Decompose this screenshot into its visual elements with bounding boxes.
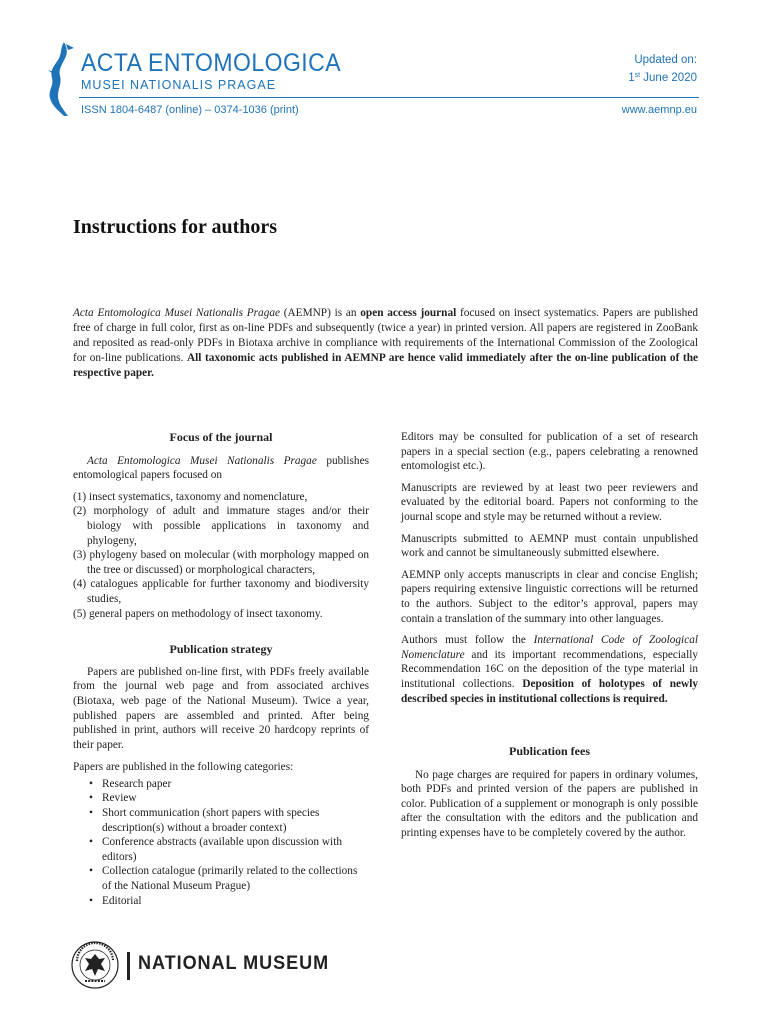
footer-divider bbox=[127, 952, 130, 980]
journal-subtitle: MUSEI NATIONALIS PRAGAE bbox=[81, 78, 277, 92]
focus-journal-name: Acta Entomologica Musei Nationalis Pragae bbox=[87, 454, 317, 467]
focus-intro bbox=[73, 454, 369, 483]
updated-label: Updated on: bbox=[634, 54, 697, 66]
focus-item: (4) catalogues applicable for further taxonomy and biodiversity studies, bbox=[73, 578, 369, 605]
intro-text-1: (AEMNP) is an bbox=[280, 307, 361, 319]
focus-item: (2) morphology of adult and immature stages and/or their biology with possible applications in taxonomy and phylogeny, bbox=[73, 505, 369, 547]
category-item: • Short communication (short papers with species description(s) without a broader context) bbox=[89, 806, 369, 835]
updated-date bbox=[628, 53, 697, 86]
categories-list bbox=[73, 777, 369, 908]
updated-month: June 2020 bbox=[640, 72, 697, 84]
intro-paragraph bbox=[73, 306, 698, 381]
categories-intro: Papers are published in the following categories: bbox=[73, 761, 294, 774]
code-text-mid: and its important recommendations, especially Recommendation 16C on the deposition of the type material in institutional collections. bbox=[401, 648, 698, 690]
review-paragraph: Manuscripts are reviewed by at least two peer reviewers and evaluated by the editorial board. Papers not conforming to the journal scope and style may be returned without a review. bbox=[401, 481, 698, 523]
focus-item: (1) insect systematics, taxonomy and nomenclature, bbox=[73, 490, 308, 503]
category-item: • Editorial bbox=[89, 894, 369, 909]
category-item: • Research paper bbox=[89, 777, 369, 792]
focus-intro-text: publishes entomological papers focused on bbox=[73, 454, 369, 482]
strategy-paragraph: Papers are published on-line first, with PDFs freely available from the journal web page and from associated archives (Biotaxa, web page of the National Museum). Twice a year, published papers are assembled and printed. After being published in print, authors will receive 20 hardcopy reprints of their paper. bbox=[73, 665, 369, 751]
issn-text: ISSN 1804-6487 (online) – 0374-1036 (print) bbox=[81, 104, 299, 116]
fees-paragraph: No page charges are required for papers in ordinary volumes, both PDFs and printed version of the papers are published in color. Publication of a supplement or monograph is only possible after the consultation with the editors and the publication and printing expenses have to be completely covered by the author. bbox=[401, 768, 698, 840]
museum-seal-icon bbox=[71, 941, 119, 989]
right-column bbox=[401, 430, 698, 841]
left-column bbox=[73, 430, 369, 908]
journal-name: Acta Entomologica Musei Nationalis Pragae bbox=[73, 307, 281, 319]
category-item: • Conference abstracts (available upon discussion with editors) bbox=[89, 835, 369, 864]
focus-list bbox=[73, 490, 369, 621]
fees-heading: Publication fees bbox=[509, 744, 590, 759]
category-item: • Collection catalogue (primarily related to the collections of the National Museum Prague) bbox=[89, 864, 369, 893]
updated-value bbox=[628, 68, 697, 86]
code-title: International Code of Zoological Nomenclature bbox=[401, 634, 698, 661]
strategy-heading: Publication strategy bbox=[169, 642, 273, 657]
website-link[interactable]: www.aemnp.eu bbox=[621, 104, 697, 116]
page-title: Instructions for authors bbox=[73, 216, 278, 238]
updated-suffix: st bbox=[634, 72, 641, 79]
updated-day: 1 bbox=[628, 72, 635, 84]
open-access-label: open access journal bbox=[360, 307, 457, 319]
category-item: • Review bbox=[89, 791, 369, 806]
intro-bold-statement: All taxonomic acts published in AEMNP are hence valid immediately after the on-line publication of the respective paper. bbox=[73, 352, 698, 379]
focus-item: (3) phylogeny based on molecular (with morphology mapped on the tree or discussed) or morphological characters, bbox=[73, 549, 369, 576]
header-divider bbox=[79, 97, 699, 98]
focus-item: (5) general papers on methodology of insect taxonomy. bbox=[73, 607, 323, 620]
nomenclature-paragraph bbox=[401, 633, 698, 706]
museum-name: NATIONAL MUSEUM bbox=[138, 953, 330, 974]
unpublished-paragraph: Manuscripts submitted to AEMNP must contain unpublished work and cannot be simultaneously submitted elsewhere. bbox=[401, 532, 698, 560]
english-paragraph: AEMNP only accepts manuscripts in clear and concise English; papers requiring extensive linguistic corrections will be returned to the authors. Subject to the editor’s approval, papers may contain a translation of the summary into other languages. bbox=[401, 568, 698, 625]
intro-text-2: focused on insect systematics. Papers are published free of charge in full color, first as on-line PDFs and subsequently (twice a year) in printed version. All papers are registered in ZooBank and reposited as read-only PDFs in Biotaxa archive in compliance with requirements of the International Commission of the Zoological for on-line publications. bbox=[73, 307, 698, 364]
code-text-start: Authors must follow the bbox=[401, 634, 534, 647]
journal-title: ACTA ENTOMOLOGICA bbox=[81, 49, 342, 77]
journal-logo-icon bbox=[44, 40, 78, 118]
editors-paragraph: Editors may be consulted for publication of a set of research papers in a special section (e.g., papers celebrating a renowned entomologist etc.). bbox=[401, 431, 698, 473]
holotype-requirement: Deposition of holotypes of newly described species in institutional collections is required. bbox=[401, 677, 698, 705]
focus-heading: Focus of the journal bbox=[169, 430, 273, 444]
